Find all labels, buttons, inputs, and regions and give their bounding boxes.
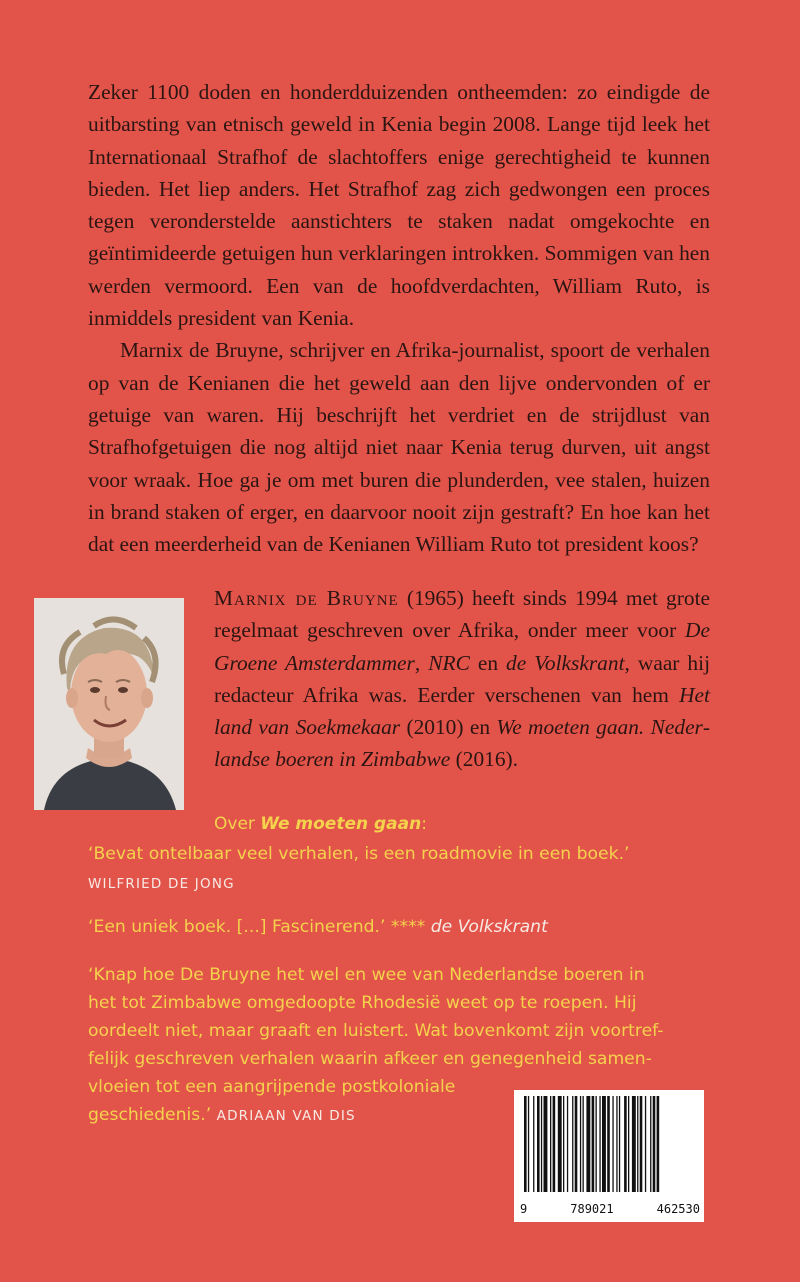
praise-heading-prefix: Over xyxy=(214,814,261,834)
blurb-paragraph-1: Zeker 1100 doden en honderdduizenden ontheemden: zo eindigde de uitbarsting van etnisch geweld in Kenia begin 2008. Lange tijd leek het Internationaal Strafhof de slachtoffers enige gerechtigheid te kunnen bieden. Het liep anders. Het Strafhof zag zich gedwongen een proces tegen veronderstelde aanstichters te staken nadat omgekochte en geïntimideerde getuigen hun verklaringen introkken. Sommigen van hen werden vermoord. Een van de hoofdverdachten, William Ruto, is inmiddels president van Kenia. xyxy=(88,80,710,331)
bio-book-1: Het land van Soekmekaar xyxy=(214,682,710,740)
isbn-digit-group: 789021 xyxy=(570,1202,614,1216)
barcode-bar xyxy=(550,1096,551,1192)
barcode-bar xyxy=(544,1096,548,1192)
isbn-number xyxy=(518,1202,700,1216)
praise-heading xyxy=(214,814,427,834)
author-name: Marnix de Bruyne xyxy=(214,586,399,610)
author-bio xyxy=(214,582,710,776)
barcode-bar xyxy=(524,1096,527,1192)
barcode-bars xyxy=(520,1096,698,1192)
back-cover-blurb xyxy=(88,76,710,560)
isbn-digit-group: 462530 xyxy=(656,1202,700,1216)
praise-quote-1 xyxy=(88,840,718,898)
quote-1-text: ‘Bevat ontelbaar veel verhalen, is een roadmovie in een boek.’ xyxy=(88,844,630,864)
barcode-bar xyxy=(650,1096,651,1192)
barcode-bar xyxy=(537,1096,540,1192)
barcode-bar xyxy=(653,1096,656,1192)
barcode-bar xyxy=(616,1096,617,1192)
quote-3-source: ADRIAAN VAN DIS xyxy=(216,1108,356,1124)
barcode-bar xyxy=(533,1096,534,1192)
bio-text-1: (1965) heeft sinds 1994 met grote regelmaat geschreven over Afrika, onder meer voor xyxy=(214,586,711,643)
quote-2-text: ‘Een uniek boek. [...] Fascinerend.’ **** xyxy=(88,917,431,937)
barcode-bar xyxy=(553,1096,556,1192)
barcode-bar xyxy=(632,1096,636,1192)
blurb-paragraph-2: Marnix de Bruyne, schrijver en Afrika-journalist, spoort de verhalen op van de Kenianen die het geweld aan den lijve ondervonden of er getuige van waren. Hij beschrijft het verdriet en de strijdlust van Strafhofgetuigen die nog altijd niet naar Kenia terug durven, uit angst voor wraak. Hoe ga je om met buren die plunderden, vee stalen, huizen in brand staken of erger, en daarvoor nooit zijn gestraft? En hoe kan het dat een meerderheid van de Kenianen William Ruto tot president koos? xyxy=(88,338,710,557)
bio-publication-1: De Groene Amsterdammer xyxy=(214,618,710,675)
barcode-bar xyxy=(575,1096,578,1192)
barcode-bar xyxy=(657,1096,660,1192)
barcode-bar xyxy=(645,1096,646,1192)
bio-text-4: (2010) en xyxy=(400,715,497,740)
praise-heading-title: We moeten gaan xyxy=(260,814,422,834)
bio-text-3: , waar hij redacteur Afrika was. Eerder verschenen van hem xyxy=(214,650,711,707)
barcode-bar xyxy=(596,1096,597,1192)
quote-3-line: vloeien tot een aangrijpende postkoloniale xyxy=(88,1077,456,1097)
praise-quote-2 xyxy=(88,913,718,941)
isbn-digit-group: 9 xyxy=(520,1202,528,1216)
author-portrait-illustration xyxy=(34,598,184,810)
barcode-bar xyxy=(592,1096,595,1192)
author-photo xyxy=(34,598,184,810)
barcode-bar xyxy=(541,1096,542,1192)
quote-3-line: het tot Zimbabwe omgedoopte Rhodesië weet op te roepen. Hij xyxy=(88,993,637,1013)
isbn-barcode xyxy=(514,1090,704,1222)
quote-3-line: felijk geschreven verhalen waarin afkeer en genegenheid samen- xyxy=(88,1049,652,1069)
barcode-bar xyxy=(580,1096,581,1192)
barcode-bar xyxy=(528,1096,529,1192)
quote-3-line: oordeelt niet, maar graaft en luistert. Wat bovenkomt zijn voortref- xyxy=(88,1021,664,1041)
barcode-bar xyxy=(612,1096,613,1192)
praise-heading-suffix: : xyxy=(421,814,427,834)
barcode-bar xyxy=(637,1096,638,1192)
quote-1-source: WILFRIED DE JONG xyxy=(88,876,235,892)
barcode-bar xyxy=(602,1096,606,1192)
barcode-bar xyxy=(586,1096,590,1192)
barcode-bar xyxy=(572,1096,573,1192)
barcode-bar xyxy=(567,1096,568,1192)
barcode-bar xyxy=(640,1096,643,1192)
barcode-bar xyxy=(563,1096,564,1192)
barcode-bar xyxy=(599,1096,600,1192)
barcode-bar xyxy=(558,1096,562,1192)
bio-text-2: en xyxy=(469,650,507,675)
quote-2-source: de Volkskrant xyxy=(430,917,548,937)
quote-3-line: geschiedenis.’ xyxy=(88,1105,212,1125)
quote-3-line: ‘Knap hoe De Bruyne het wel en wee van Nederlandse boeren in xyxy=(88,965,645,985)
bio-text-5: (2016). xyxy=(450,747,519,772)
barcode-bar xyxy=(624,1096,627,1192)
barcode-bar xyxy=(607,1096,610,1192)
barcode-bar xyxy=(628,1096,629,1192)
bio-publication-2: NRC xyxy=(428,650,470,675)
bio-publication-3: de Volkskrant xyxy=(506,650,625,675)
barcode-bar xyxy=(619,1096,620,1192)
barcode-bar xyxy=(583,1096,584,1192)
bio-book-2: We moeten gaan. Nederlandse boeren in Zimbabwe xyxy=(214,715,711,772)
bio-separator: , xyxy=(414,650,429,675)
